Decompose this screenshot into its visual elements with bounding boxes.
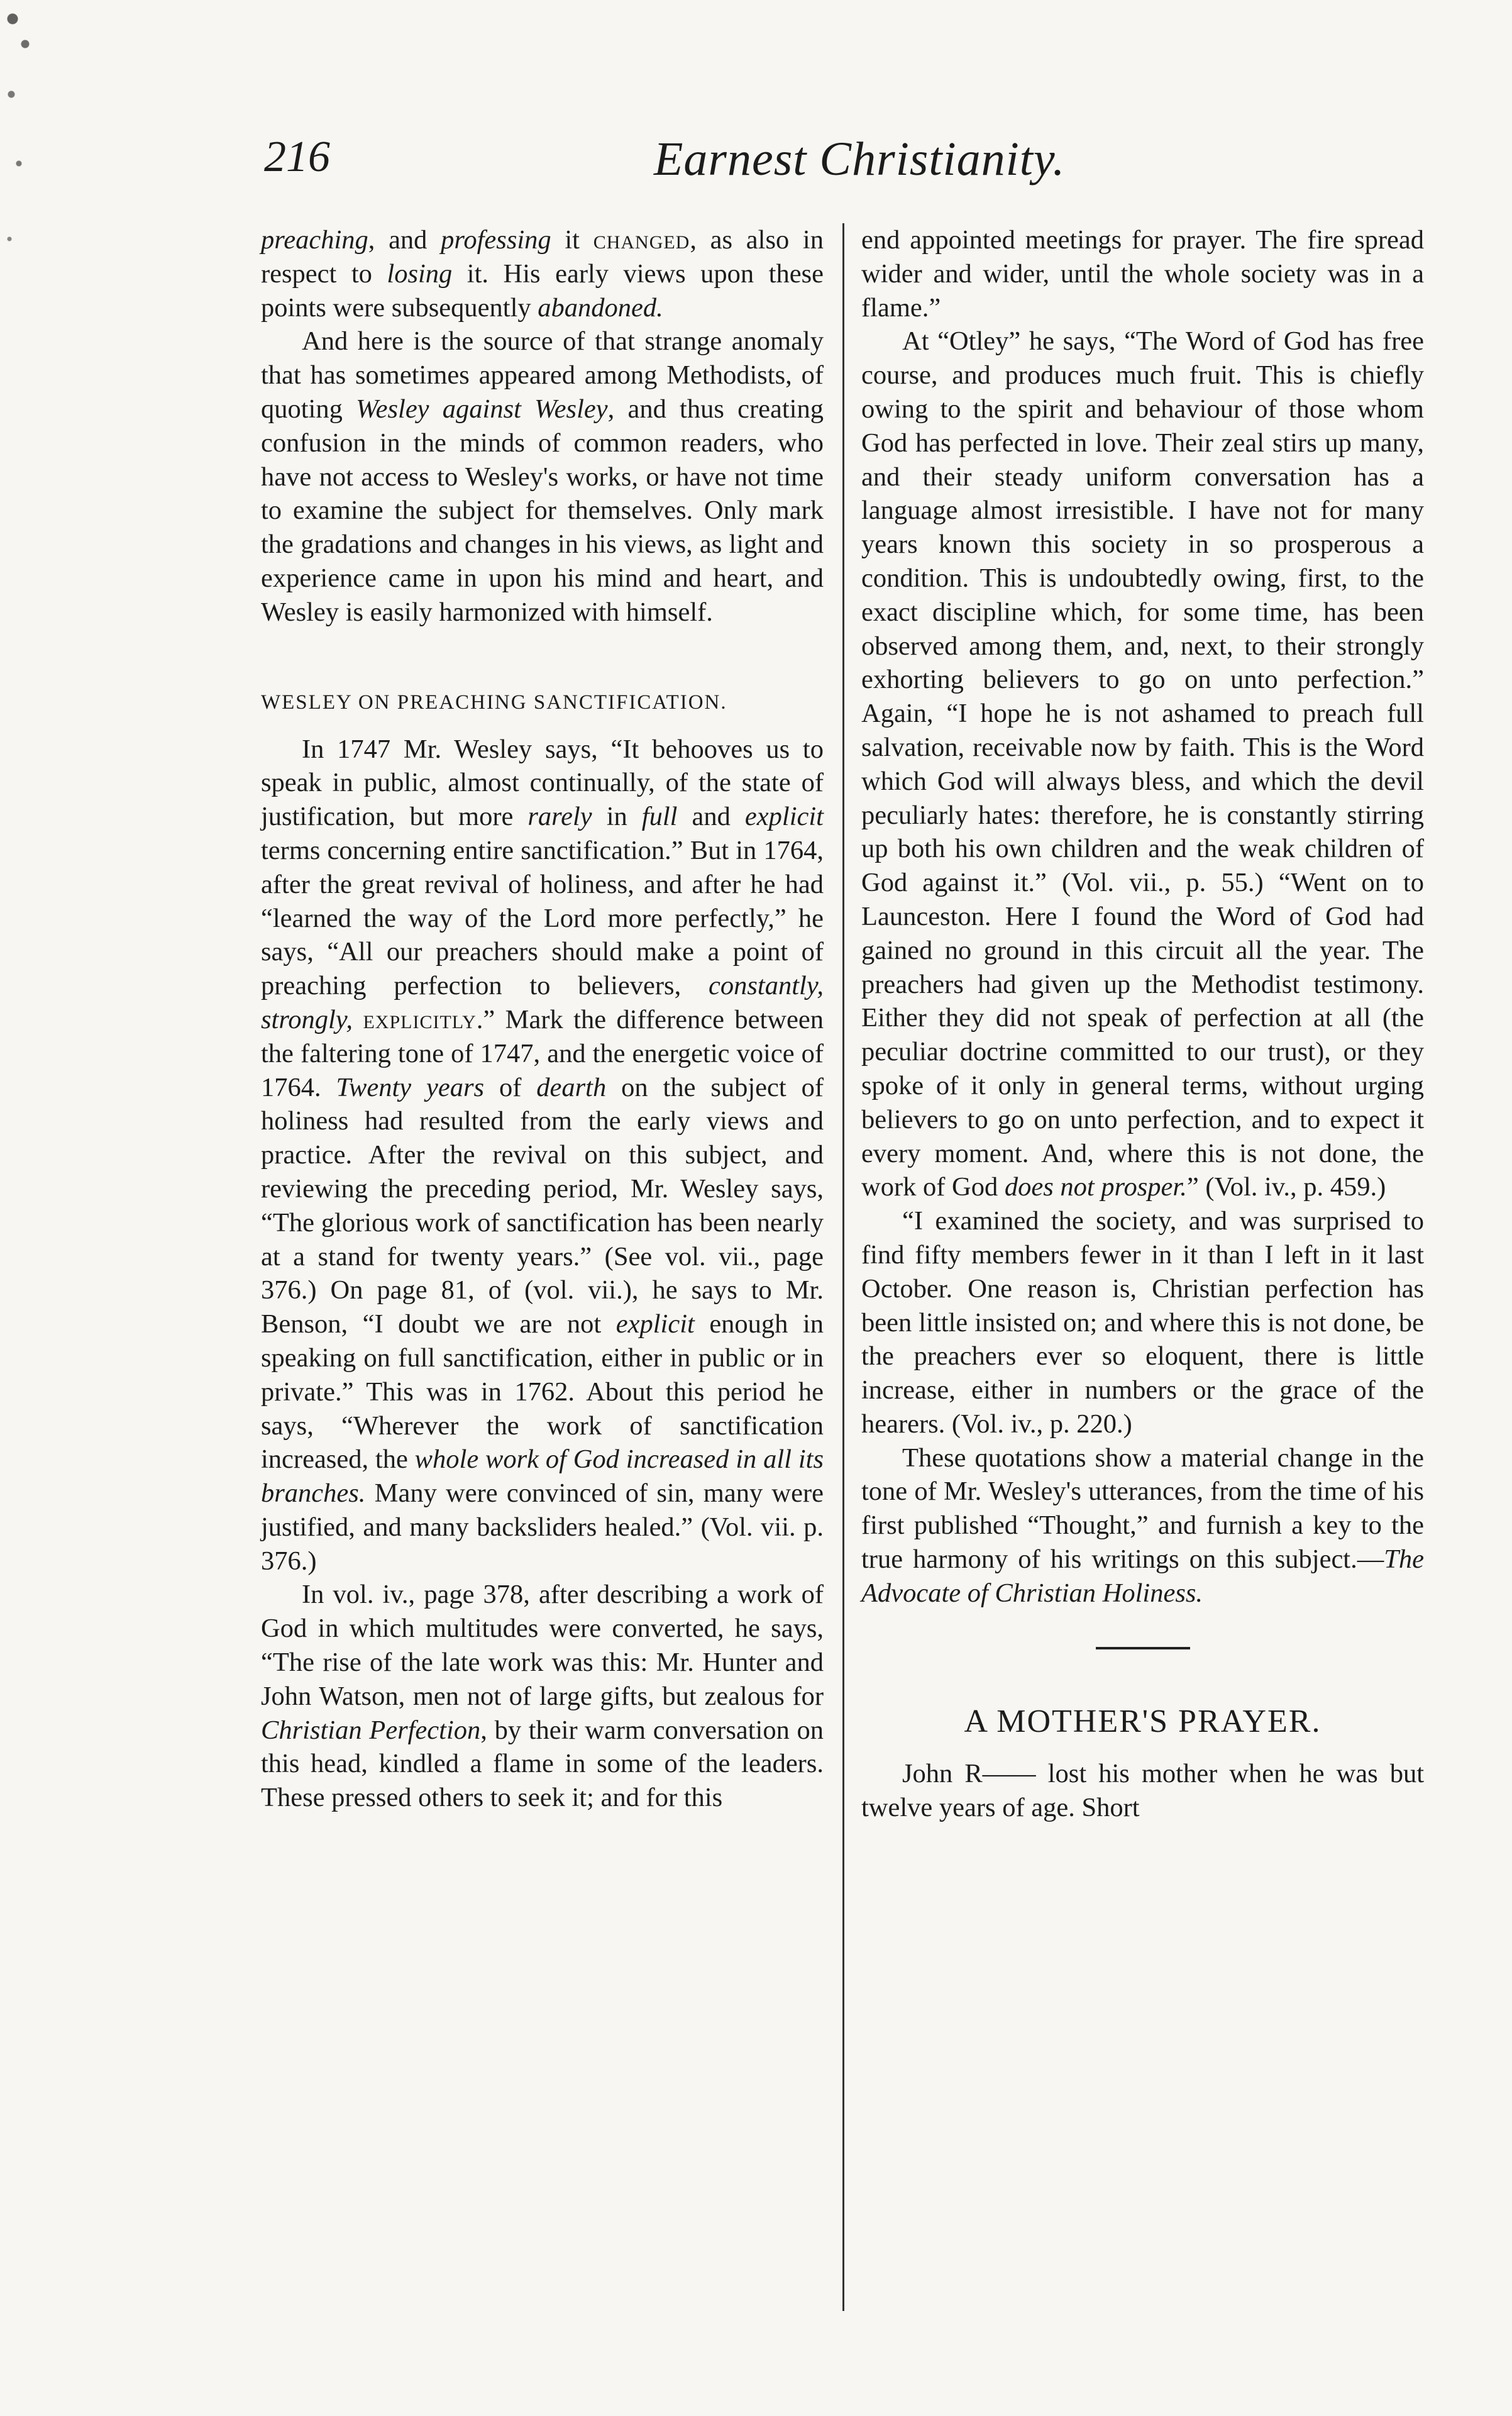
- text-run: At “Otley” he says, “The Word of God has free course, and produces much fruit. This is chiefly owing to the spirit and behaviour of those whom God has perfected in love. Their zeal stirs up many, and their steady uniform conversation has a language almost irresistible. I have not for many years known this society in so prosperous a condition. This is undoubtedly owing, first, to the exact discipline which, for some time, has been observed among them, and, next, to their strongly exhorting believers to go on unto perfection.” Again, “I hope he is not ashamed to preach full salvation, receivable now by faith. This is the Word which God will always bless, and which the devil peculiarly hates: therefore, he is constantly stirring up both his own children and the weak children of God against it.” (Vol. vii., p. 55.) “Went on to Launceston. Here I found the Word of God had gained no ground in this circuit all the year. The preachers had given up the Methodist testimony. Either they did not speak of perfection at all (the peculiar doctrine committed to our trust), or they spoke of it only in general terms, without urging believers to go on unto perfection, and to expect it every moment. And, where this is not done, the work of God: [861, 326, 1424, 1202]
- text-run: ” (Vol. iv., p. 459.): [1186, 1172, 1386, 1202]
- italic-text-run: Twenty years: [336, 1072, 485, 1102]
- section-heading: WESLEY ON PREACHING SANCTIFICATION.: [261, 690, 727, 714]
- paragraph: [261, 324, 824, 629]
- text-run: on the subject of holiness had resulted from the early views and practice. After the revival on this subject, and reviewing the preceding period, Mr. Wesley says, “The glorious work of sanctification has been nearly at a stand for twenty years.” (See vol. vii., page 376.) On page 81, of (vol. vii.), he says to Mr. Benson, “I doubt we are not: [261, 1072, 824, 1339]
- italic-text-run: Christian Perfection: [261, 1715, 481, 1745]
- text-run: And here is the source of that strange anomaly that has sometimes appeared among Methodists, of quoting: [261, 326, 824, 424]
- text-run: John R—— lost his mother when he was but twelve years of age. Short: [861, 1759, 1424, 1823]
- text-run: enough in speaking on full sanctification, either in public or in private.” This was in 1762. About this period he says, “Wherever the work of sanctification increased, the: [261, 1309, 824, 1475]
- text-run: it. His early views upon these points were subsequently: [261, 258, 824, 323]
- section-divider: [1096, 1647, 1190, 1649]
- paragraph: [261, 733, 824, 1578]
- text-run: of: [484, 1072, 537, 1102]
- italic-text-run: dearth: [536, 1072, 607, 1102]
- italic-text-run: does not prosper.: [1004, 1172, 1187, 1202]
- italic-text-run: Wesley against Wesley: [356, 394, 608, 424]
- small-caps-text-run: explicitly: [363, 1004, 477, 1034]
- text-run: end appointed meetings for prayer. The fire spread wider and wider, until the whole society was in a flame.”: [861, 225, 1424, 323]
- italic-text-run: explicit: [615, 1309, 695, 1339]
- scan-edge-marks: [0, 0, 44, 352]
- text-run: In 1747 Mr. Wesley says, “It behooves us to speak in public, almost continually, of the state of justification, but more: [261, 734, 824, 832]
- running-header: [264, 132, 1440, 201]
- text-run: .” Mark the difference between the faltering tone of 1747, and the energetic voice of 1764.: [261, 1004, 824, 1102]
- paragraph: [861, 223, 1424, 324]
- column-rule: [842, 223, 844, 2311]
- text-run: in: [592, 802, 642, 832]
- text-run: , by their warm conversation on this head, kindled a flame in some of the leaders. These pressed others to seek it; and for this: [261, 1715, 824, 1813]
- page-number: 216: [264, 133, 330, 181]
- paragraph: [861, 1204, 1424, 1441]
- italic-text-run: constantly, strongly,: [261, 971, 824, 1034]
- text-run: , as also in respect to: [261, 225, 824, 289]
- italic-text-run: rarely: [527, 802, 592, 832]
- paragraph: [261, 223, 824, 324]
- text-run: , and: [368, 225, 441, 255]
- italic-text-run: losing: [387, 258, 453, 289]
- paragraph: [861, 1441, 1424, 1610]
- left-column: [261, 223, 824, 1815]
- text-run: These quotations show a material change in the tone of Mr. Wesley's utterances, from the time of his first published “Thought,” and furnish a key to the true harmony of his writings on this subject.—: [861, 1443, 1424, 1575]
- paragraph: [861, 324, 1424, 1204]
- text-run: [353, 1005, 363, 1034]
- text-run: Many were convinced of sin, many were justified, and many backsliders healed.” (Vol. vii. p. 376.): [261, 1478, 824, 1576]
- text-run: terms concerning entire sanctification.” But in 1764, after the great revival of holiness, and after he had “learned the way of the Lord more perfectly,” he says, “All our preachers should make a point of preaching perfection to believers,: [261, 835, 824, 1001]
- small-caps-text-run: changed: [593, 225, 690, 255]
- italic-text-run: The Advocate of Christian Holiness.: [861, 1544, 1424, 1608]
- text-run: it: [551, 225, 593, 255]
- italic-text-run: explicit: [744, 802, 824, 832]
- right-column: [861, 223, 1424, 1825]
- italic-text-run: whole work of God increased in all its branches.: [261, 1444, 824, 1509]
- text-run: “I examined the society, and was surprised to find fifty members fewer in it than I left in it last October. One reason is, Christian perfection has been little insisted on; and where this is not done, be the preachers ever so eloquent, there is little increase, either in numbers or the grace of the hearers. (Vol. iv., p. 220.): [861, 1206, 1424, 1439]
- running-title: Earnest Christianity.: [654, 133, 1066, 186]
- italic-text-run: abandoned.: [538, 292, 663, 323]
- article-title: A MOTHER'S PRAYER.: [964, 1703, 1322, 1739]
- paragraph: [261, 1578, 824, 1815]
- text-run: , and thus creating confusion in the minds of common readers, who have not access to Wesley's works, or have not time to examine the subject for themselves. Only mark the gradations and changes in his views, as light and experience came in upon his mind and heart, and Wesley is easily harmonized with himself.: [261, 394, 824, 627]
- paragraph: [861, 1757, 1424, 1825]
- italic-text-run: full: [641, 802, 678, 832]
- italic-text-run: professing: [441, 225, 551, 255]
- text-run: and: [677, 802, 745, 832]
- text-run: In vol. iv., page 378, after describing a work of God in which multitudes were converted, he says, “The rise of the late work was this: Mr. Hunter and John Watson, men not of large gifts, but zealous for: [261, 1580, 824, 1711]
- italic-text-run: preaching: [261, 225, 368, 255]
